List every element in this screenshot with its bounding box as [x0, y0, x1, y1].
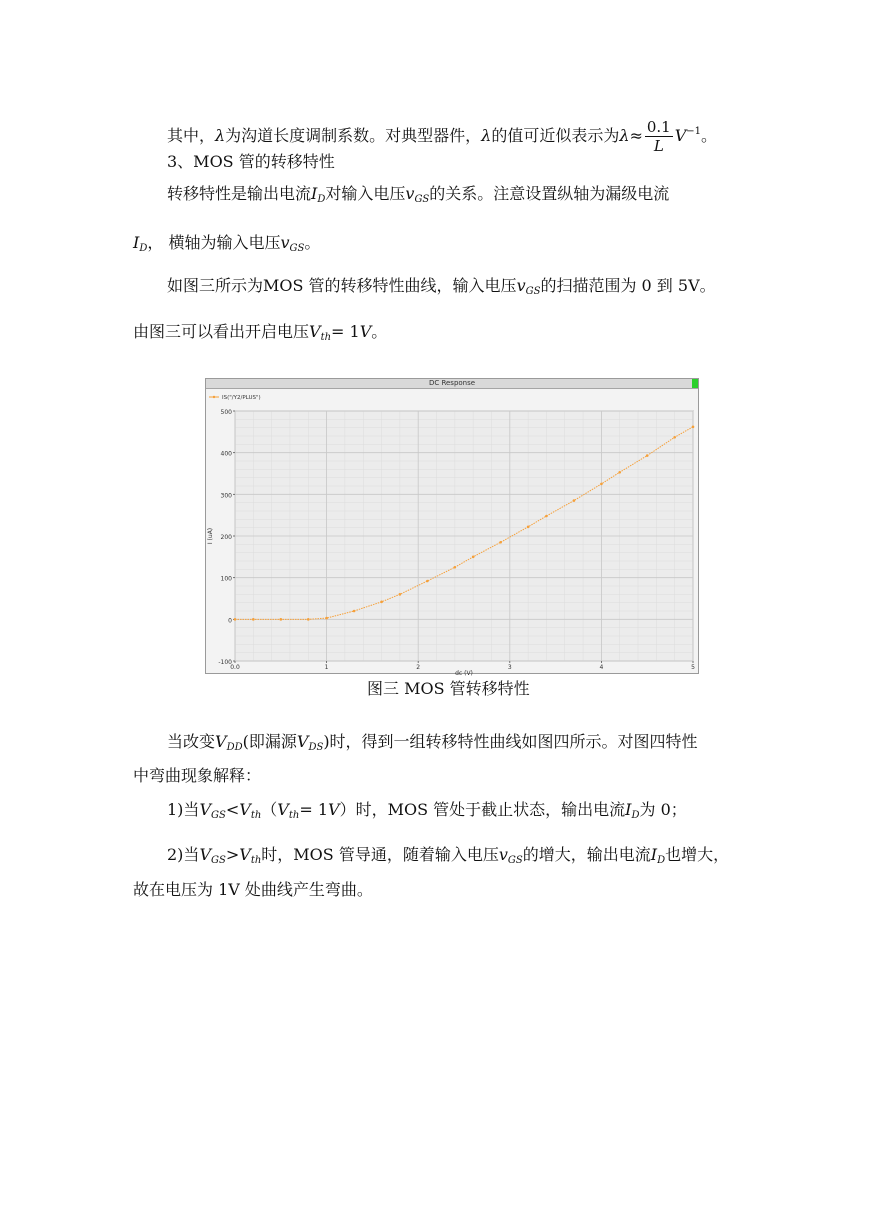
volt-symbol: V [277, 800, 289, 819]
paragraph-fig3-intro-2 [133, 322, 387, 348]
subscript: th [250, 810, 262, 821]
volt-symbol: V [215, 732, 227, 751]
data-point [499, 541, 502, 544]
data-point [454, 566, 457, 569]
subscript: D [317, 194, 326, 205]
current-symbol: I [133, 233, 140, 252]
text: （ [261, 800, 278, 819]
current-symbol: I [650, 845, 658, 864]
data-point [325, 617, 328, 620]
voltage-symbol: v [516, 276, 526, 295]
lambda-symbol: λ [619, 126, 630, 145]
text: 2)当 [167, 845, 200, 864]
text: 转移特性是输出电流 [167, 184, 312, 203]
fraction-denominator: L [653, 137, 664, 155]
x-tick-label: 5 [691, 664, 695, 671]
text: 其中， [167, 126, 216, 145]
subscript: GS [211, 855, 226, 866]
paragraph-lambda [167, 118, 717, 155]
text: 。 [701, 126, 718, 145]
figure-caption: 图三 MOS 管转移特性 [367, 679, 530, 698]
text: 的关系。注意设置纵轴为漏级电流 [429, 184, 670, 203]
text: )时，得到一组转移特性曲线如图四所示。对图四特性 [323, 732, 698, 751]
subscript: D [139, 243, 148, 254]
subscript: th [250, 855, 262, 866]
y-tick-label: 300 [220, 492, 232, 500]
lambda-symbol: λ [215, 126, 226, 145]
paragraph-transfer-def-1 [167, 184, 669, 210]
data-point [573, 499, 576, 502]
text: 。 [371, 322, 388, 341]
data-point [252, 618, 255, 621]
text: ）时，MOS 管处于截止状态，输出电流 [339, 800, 626, 819]
subscript: GS [211, 810, 226, 821]
text: 也增大， [665, 845, 730, 864]
text: 由图三可以看出开启电压 [133, 322, 310, 341]
data-point [307, 618, 310, 621]
y-tick-label: 100 [220, 575, 232, 583]
subscript: GS [414, 194, 430, 205]
explanation-item-2 [167, 845, 729, 871]
current-symbol: I [311, 184, 318, 203]
volt-symbol: V [309, 322, 321, 341]
text: (即漏源 [242, 732, 297, 751]
data-point [527, 526, 530, 529]
equation: = 1 [331, 322, 360, 341]
volt-symbol: V [674, 126, 687, 145]
text: 的扫描范围为 0 到 5V。 [540, 276, 716, 295]
subscript: GS [525, 286, 541, 297]
y-tick-label: 500 [220, 409, 232, 416]
volt-symbol: V [239, 845, 251, 864]
paragraph-vdd-2: 中弯曲现象解释： [133, 766, 262, 785]
data-point [280, 618, 283, 621]
text: 的值可近似表示为 [491, 126, 620, 145]
plot-area [206, 389, 698, 677]
volt-symbol: V [328, 800, 340, 819]
paragraph-fig3-intro-1 [167, 276, 716, 302]
y-tick-label: 0 [228, 617, 232, 625]
explanation-item-1 [167, 800, 687, 826]
x-tick-label: 3 [507, 664, 512, 671]
data-point [380, 601, 383, 604]
explanation-item-2-cont: 故在电压为 1V 处曲线产生弯曲。 [133, 880, 373, 899]
lambda-symbol: λ [481, 126, 492, 145]
y-tick-label: 200 [220, 534, 232, 541]
y-tick-label: -100 [218, 659, 232, 666]
text: 为沟道长度调制系数。对典型器件， [225, 126, 482, 145]
x-tick-label: 2 [416, 664, 421, 671]
volt-symbol: V [359, 322, 372, 341]
current-symbol: I [625, 800, 632, 819]
data-point [234, 618, 237, 621]
text: 如图三所示为MOS 管的转移特性曲线，输入电压 [167, 276, 517, 295]
subscript: th [320, 332, 332, 343]
data-point [692, 426, 695, 429]
data-point [472, 556, 475, 559]
status-indicator [692, 379, 698, 388]
subscript: DD [226, 742, 243, 753]
voltage-symbol: v [498, 845, 508, 864]
subscript: D [631, 810, 640, 821]
dc-response-chart [205, 378, 699, 677]
text: 的增大，输出电流 [522, 845, 651, 864]
exponent: −1 [686, 126, 702, 137]
subscript: DS [308, 742, 324, 753]
volt-symbol: V [199, 800, 211, 819]
less-than: < [225, 800, 240, 819]
data-point [353, 610, 356, 613]
y-tick-label: 400 [220, 450, 232, 458]
subscript: GS [289, 243, 305, 254]
paragraph-transfer-def-2 [133, 233, 320, 259]
voltage-symbol: v [405, 184, 415, 203]
fraction-numerator: 0.1 [646, 118, 671, 136]
legend-marker [213, 396, 215, 398]
x-tick-label: 4 [599, 664, 604, 671]
text: 1)当 [167, 800, 200, 819]
data-point [618, 471, 621, 474]
x-tick-label: 0.0 [230, 664, 240, 671]
greater-than: > [225, 845, 240, 864]
equation: = 1 [299, 800, 328, 819]
approx-symbol: ≈ [629, 126, 643, 145]
chart-window-title: DC Response [206, 379, 698, 389]
text: 对输入电压 [325, 184, 406, 203]
y-axis-label: I (uA) [207, 527, 214, 545]
data-point [545, 515, 548, 518]
data-point [600, 483, 603, 486]
text: 为 0； [639, 800, 687, 819]
subscript: GS [507, 855, 523, 866]
text: 时，MOS 管导通，随着输入电压 [261, 845, 499, 864]
data-point [426, 580, 429, 583]
text: ， 横轴为输入电压 [147, 233, 281, 252]
x-tick-label: 1 [324, 664, 329, 671]
x-axis-label: dc (V) [455, 670, 473, 677]
section-heading: 3、MOS 管的转移特性 [167, 152, 335, 171]
data-point [646, 454, 649, 457]
text: 。 [304, 233, 321, 252]
legend-label: IS("/Y2/PLUS") [222, 395, 261, 401]
subscript: D [657, 855, 666, 866]
data-point [399, 593, 402, 596]
volt-symbol: V [239, 800, 251, 819]
data-point [673, 436, 676, 439]
volt-symbol: V [296, 732, 309, 751]
fraction [645, 118, 673, 155]
subscript: th [288, 810, 300, 821]
volt-symbol: V [199, 845, 211, 864]
voltage-symbol: v [280, 233, 290, 252]
text: 当改变 [167, 732, 216, 751]
paragraph-vdd-1 [167, 732, 698, 758]
